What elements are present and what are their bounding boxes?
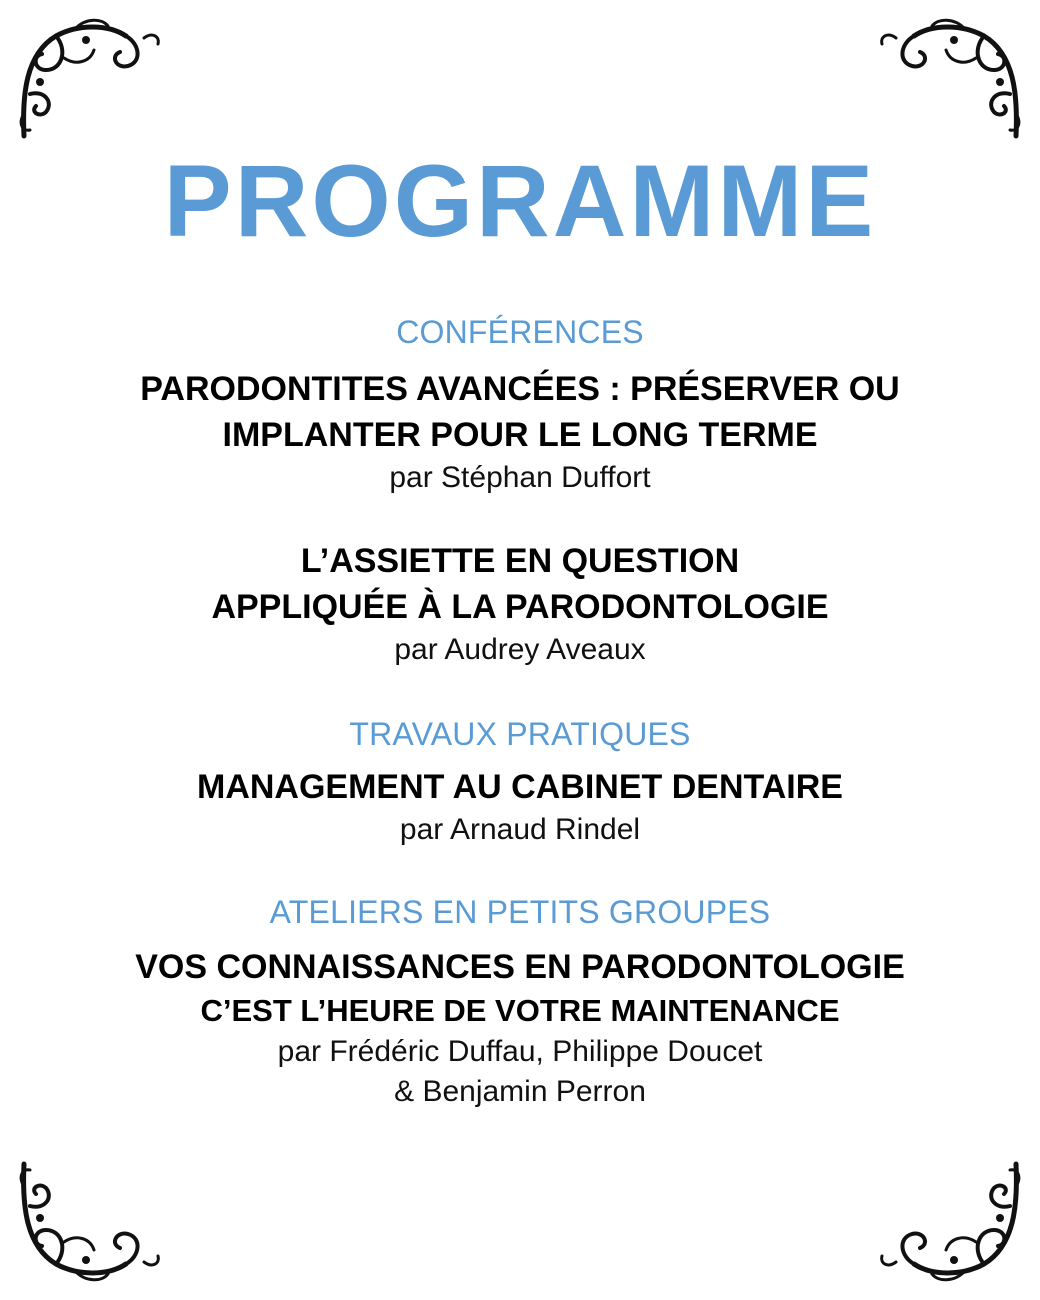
talk-title-line: L’ASSIETTE EN QUESTION xyxy=(300,542,740,580)
talk-parodontites xyxy=(40,366,1000,498)
talk-connaissances xyxy=(40,944,1000,1112)
talk-speaker: par Arnaud Rindel xyxy=(399,813,641,846)
talk-speaker: & Benjamin Perron xyxy=(394,1075,646,1108)
talk-management xyxy=(40,764,1000,850)
section-conferences xyxy=(40,312,1000,670)
flourish-top-right-icon xyxy=(874,14,1024,144)
section-label-conferences: CONFÉRENCES xyxy=(396,314,644,350)
talk-title-line: VOS CONNAISSANCES EN PARODONTOLOGIE xyxy=(135,948,905,986)
talk-speaker: par Audrey Aveaux xyxy=(394,633,646,666)
talk-title-line: IMPLANTER POUR LE LONG TERME xyxy=(222,416,818,454)
talk-title-line: MANAGEMENT AU CABINET DENTAIRE xyxy=(197,768,843,806)
talk-speaker: par Stéphan Duffort xyxy=(389,461,651,494)
talk-title-line: APPLIQUÉE À LA PARODONTOLOGIE xyxy=(211,588,829,626)
flourish-top-left-icon xyxy=(16,14,166,144)
page-title: PROGRAMME xyxy=(163,144,877,258)
program-content xyxy=(40,312,1000,1112)
section-label-ateliers: ATELIERS EN PETITS GROUPES xyxy=(269,894,771,930)
section-label-travaux-pratiques: TRAVAUX PRATIQUES xyxy=(349,716,691,752)
talk-speaker: par Frédéric Duffau, Philippe Doucet xyxy=(277,1035,763,1068)
flourish-bottom-left-icon xyxy=(16,1156,166,1286)
talk-assiette xyxy=(40,538,1000,670)
section-ateliers xyxy=(40,892,1000,1112)
flourish-bottom-right-icon xyxy=(874,1156,1024,1286)
talk-title-line: PARODONTITES AVANCÉES : PRÉSERVER OU xyxy=(140,370,900,408)
talk-title-line: C’EST L’HEURE DE VOTRE MAINTENANCE xyxy=(200,993,840,1028)
section-travaux-pratiques xyxy=(40,714,1000,850)
